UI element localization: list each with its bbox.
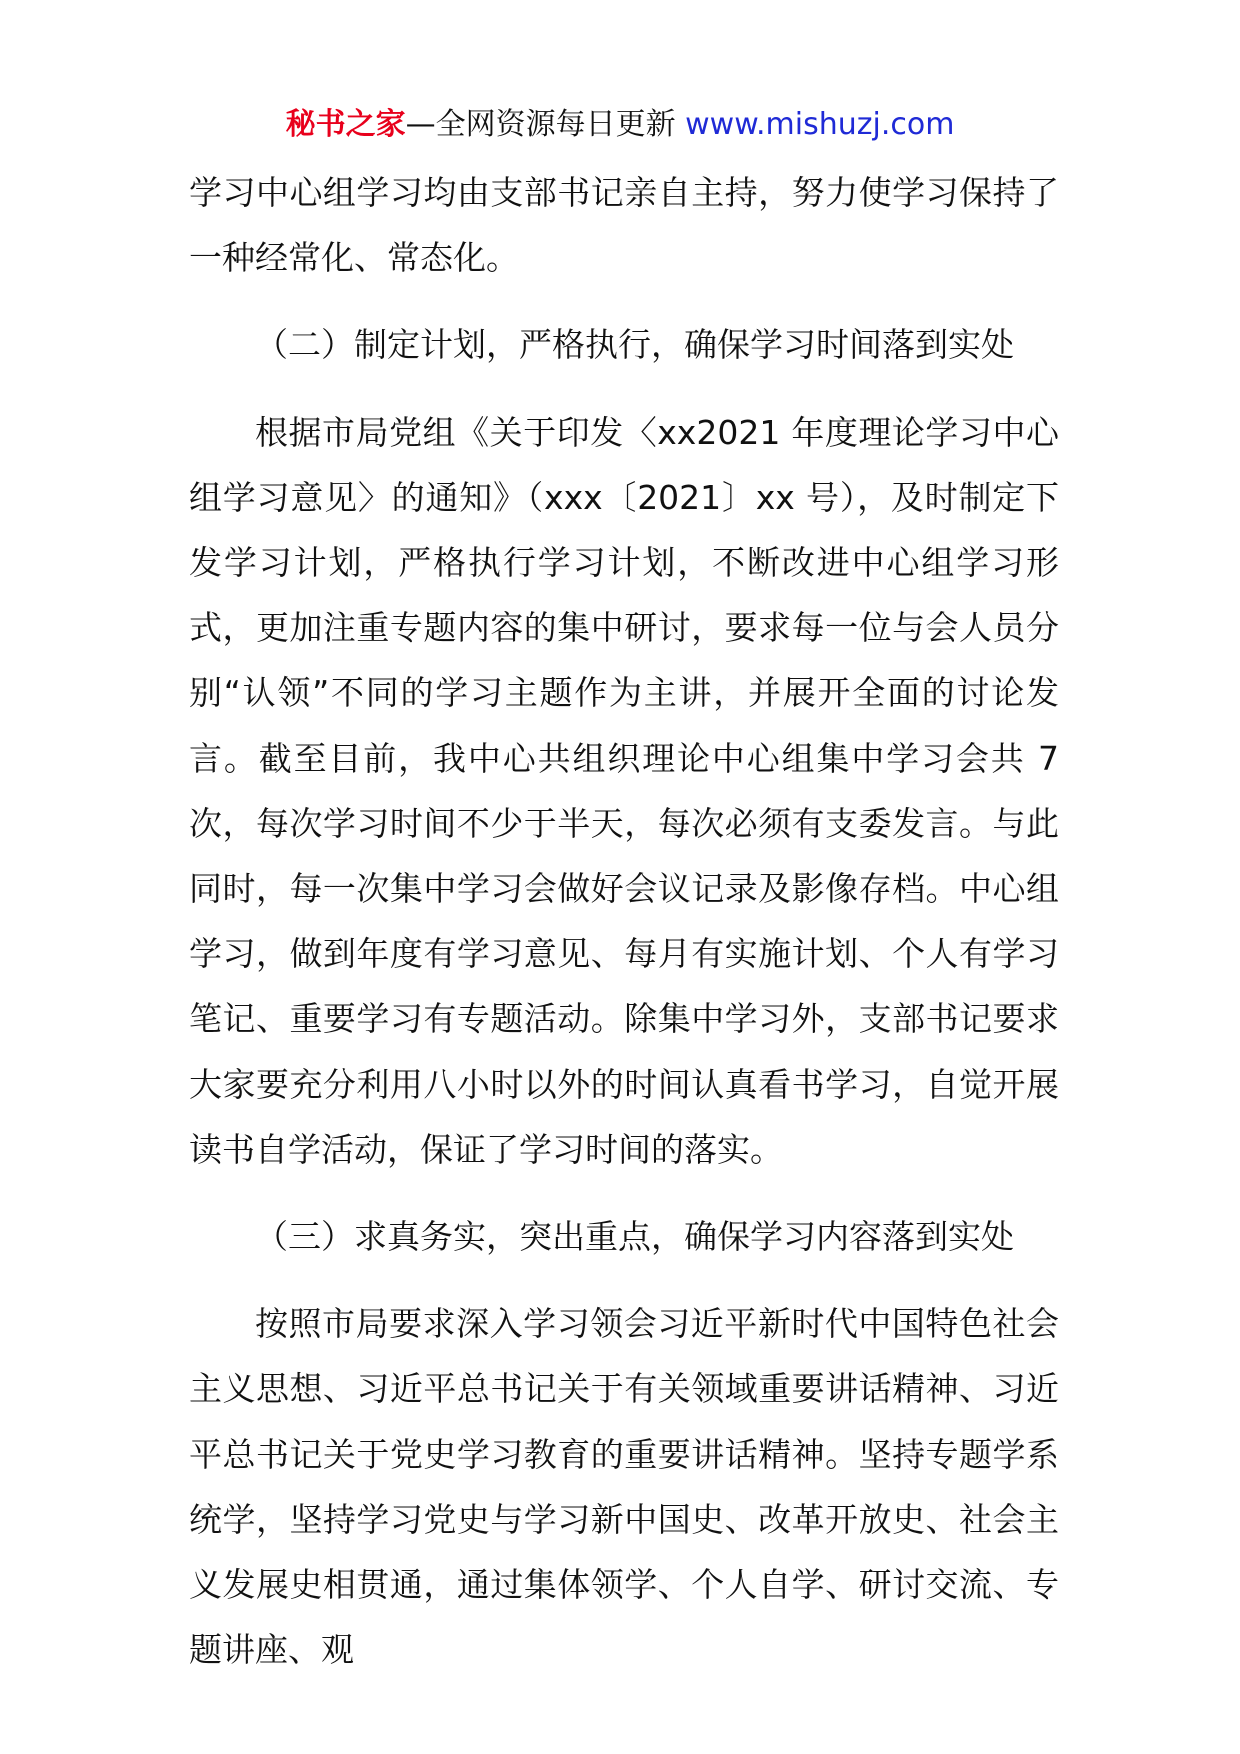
header-brand: 秘书之家 <box>285 107 406 142</box>
header-tagline: —全网资源每日更新 <box>405 107 676 142</box>
page-header <box>0 100 1240 150</box>
section-heading-3: （三）求真务实，突出重点，确保学习内容落到实处 <box>255 1217 1014 1257</box>
paragraph-study-content: 按照市局要求深入学习领会习近平新时代中国特色社会主义思想、习近平总书记关于有关领域重要讲话精神、习近平总书记关于党史学习教育的重要讲话精神。坚持专题学系统学，坚持学习党史与学习新中国史、改革开放史、社会主义发展史相贯通，通过集体领学、个人自学、研讨交流、专题讲座、观 <box>189 1304 1059 1670</box>
header-url-link[interactable]: www.mishuzj.com <box>685 107 955 142</box>
paragraph-study-plan: 根据市局党组《关于印发〈xx2021 年度理论学习中心组学习意见〉的通知》（xxx〔2021〕xx 号），及时制定下发学习计划，严格执行学习计划，不断改进中心组学习形式，更加注重专题内容的集中研讨，要求每一位与会人员分别“认领”不同的学习主题作为主讲，并展开全面的讨论发言。截至目前，我中心共组织理论中心组集中学习会共 7 次，每次学习时间不少于半天，每次必须有支委发言。与此同时，每一次集中学习会做好会议记录及影像存档。中心组学习，做到年度有学习意见、每月有实施计划、个人有学习笔记、重要学习有专题活动。除集中学习外，支部书记要求大家要充分利用八小时以外的时间认真看书学习，自觉开展读书自学活动，保证了学习时间的落实。 <box>189 412 1059 1169</box>
paragraph-continued: 学习中心组学习均由支部书记亲自主持，努力使学习保持了一种经常化、常态化。 <box>189 173 1059 278</box>
section-heading-2: （二）制定计划，严格执行，确保学习时间落到实处 <box>255 325 1014 365</box>
document-body <box>189 160 1059 1682</box>
